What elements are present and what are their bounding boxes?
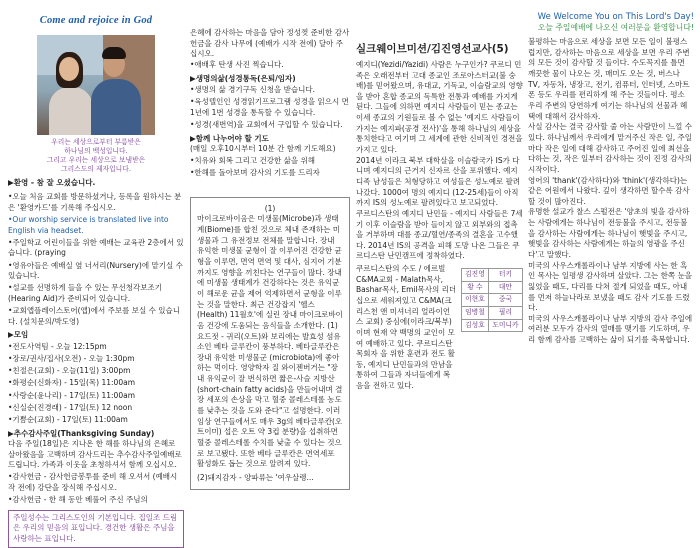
bible-reading-list (190, 85, 350, 131)
essay-paragraph: 미국의 사우스캐롤라이나 남부 지방에 사는 한 흑인 목사는 일평생 감사하며 살았다. 그는 한쪽 눈을 잃었을 때도, 다리를 다쳐 절게 되었을 때도, 아내를 먼저 하늘나라로 보냈을 때도 감사 기도를 드렸다. (528, 260, 692, 313)
header-left-title: Come and rejoice in God (39, 15, 153, 26)
welcome-english: We Welcome You on This Lord's Day! (537, 12, 694, 22)
table-row (462, 307, 523, 320)
essay-paragraph: 사실 감사는 결국 감사할 줄 아는 사람만이 느낄 수 있다. 하나님께서 우리에게 맡겨주신 작은 일, 주일 마다 작은 일에 대해 감사하고 주어진 일에 최선을 다하는 것, 작은 일부터 감사하는 것이 진정 감사의 시작이다. (528, 122, 692, 174)
meeting-item: •신실순(진경래) - 17일(토) 12 noon (8, 402, 133, 412)
caption-line: 그리고 우리는 세상으로 보냄받은 (46, 156, 146, 165)
health-article-box (190, 197, 350, 491)
missionary-country: 대만 (488, 281, 522, 294)
bible-reading-item: •육성텔인인 성경읽기프로그램 성경을 읽으시 면 1년에 1번 성경을 통독할 수 있습니다. (190, 97, 349, 117)
column-programs (190, 0, 350, 490)
mission-paragraph: 2014년 이라크 북부 대학살을 이슬람국가 IS가 다니며 예지디의 근거지 신자르 산을 포위했다. 예지디족 남성들은 처형당하고 여성들은 성노예로 팔려 나갔다. 1000여 명의 예지디 (12-25세)들이 아직까지 IS의 성노예로 팔려있다고 보고되었다. (356, 155, 521, 208)
meeting-item: •사랑순(윤나리) - 17일(토) 11:00am (8, 390, 136, 400)
missionary-country: 중국 (488, 294, 522, 307)
thanksgiving-note: •감사헌금 - 감사헌금봉투를 준비 해 오셔서 (예배시작 전에) 강단을 장식해 주십시오. (8, 472, 178, 492)
prayer-title: ▶함께 나누어야 할 기도 (190, 133, 269, 143)
meeting-item: •기쁨순(교회) - 17일(토) 11:00am (8, 414, 128, 424)
meetings-title: ▶모임 (8, 330, 29, 340)
bible-reading-item: •성경(새번역)을 교회에서 구입할 수 있습니다. (190, 120, 343, 130)
essay-paragraph: 유명한 설교가 찰스 스펄전은 '양초의 빛을 감사하는 사람에게는 하나님이 전등불을 주시고, 전등불을 감사하는 사람에게는 하나님이 햇빛을 주시고, 햇빛을 감사하는 사람에게는 하늘의 영광을 주신다'고 말했다. (528, 207, 690, 259)
meetings-list (8, 342, 184, 425)
table-row (462, 319, 523, 332)
thanksgiving-title: ▶추수감사주일(Thanksgiving Sunday) (8, 428, 155, 438)
prayer-item: •한해를 돌아보며 감사의 기도를 드리자 (190, 168, 320, 178)
note-item: •오늘 처음 교회를 방문하셨거나, 등록을 원하시는 분은 '환영카드'를 기록해 주십시오. (8, 192, 182, 212)
health-article-footer: (2)돼지감자 - 양파류는 '여우살렝... (197, 472, 314, 482)
note-item: •주일학교 어린이들을 위한 예배는 교육관 2층에서 있습니다. (praying (8, 237, 184, 258)
caption-line: 하나님의 백성입니다. (64, 147, 128, 156)
missionary-name: 이현호 (462, 294, 489, 307)
missionary-name: 김성호 (462, 319, 489, 332)
mission-paragraph: 쿠르디스탄의 수도 / 에르빌 C&MA교회 - Malath목사, Bashar목사, Emil목사의 리더십으로 세워져있고 C&MA(크리스천 앤 미셔너리 얼라이언스 교회) 중심에(이라크/북부)이며 현재 약 백명의 교인이 모여 예배하고 있다. 쿠르디스탄 목회자 을 위한 훈련과 전도 활동, 예지디 난민들과의 만남을 통하여 그들과 자녀들에게 복음을 전하고 있다. (356, 264, 457, 391)
missionary-country: 터키 (488, 269, 522, 282)
meeting-item: •친절은(교회) - 오늘(11일) 3:00pm (8, 366, 131, 376)
missionary-country: 필리 (488, 307, 522, 320)
bible-reading-item: •생명의 삶 경기구독 신청을 받습니다. (190, 85, 316, 95)
column-thanksgiving-essay (528, 0, 694, 346)
thanksgiving-body: 다음 주일(18일)은 지나온 한 해를 하나님의 은혜로 살아왔음을 고백하며 감사드리는 추수감사주일예배로 드립니다. 가족과 이웃을 초청하셔서 함께 오십시오. (8, 439, 182, 470)
meeting-item: •화평순(신화자) - 15일(목) 11:00am (8, 378, 136, 388)
mission-bottom (356, 264, 523, 392)
caption-line: 그리스도의 제자입니다. (61, 165, 131, 174)
motto-box: 주일성수는 그리스도인의 기본입니다. 집일조 드림은 우리의 믿음의 표입니다. 경건한 생활은 주님을 사랑하는 표입니다. (8, 510, 184, 548)
header-right (528, 12, 694, 33)
table-row (462, 269, 523, 282)
couple-photo (37, 35, 155, 135)
table-row (462, 281, 523, 294)
thanksgiving-notes (8, 472, 184, 505)
welcome-korean: 오늘 주일예배에 나오신 여러분을 환영합니다! (537, 23, 694, 33)
meeting-item: •전도사역팀 - 오늘 12:15pm (8, 342, 107, 352)
column-mission (356, 0, 523, 392)
mission-paragraph: 예지디(Yezidi/Yazidi) 사람은 누구인가? 쿠르디 민족은 오래전부터 고대 종교인 조로아스터교(불 숭배)를 믿어왔으며, 유대교, 기독교, 이슬람교의 영향을 받아 혼합 종교의 독특한 전통과 예배를 가지게 된다. 그들에 의하면 예지디 사람들이 믿는 종교는 이세 종교의 기원들로 볼 수 없는 '예지드 사람들이 가지는 예지파(공경 전사)'을 통해 하나님의 세상을 통치한다고 여기며 그 세계에 관한 신비적인 경전을 가지고 있다. (356, 59, 523, 155)
missionary-name: 김진영 (462, 269, 489, 282)
caption-line: 우리는 세상으로부터 부름받은 (51, 137, 141, 146)
note-item: •영유아들은 예배실 옆 너서리(Nursery)에 맡기실 수 있습니다. (8, 260, 183, 281)
welcome-notes (8, 192, 184, 327)
prayer-list (190, 156, 350, 179)
meeting-item: •장로/권사/집사(오전) - 오늘 1:30pm (8, 354, 135, 364)
thanksgiving-note: •감사헌금 - 한 해 동안 베풀어 주신 주님의 (8, 494, 148, 504)
missionary-name: 황 수 (462, 281, 489, 294)
prayer-item: •치유와 회복 그리고 건강한 삶을 위해 (190, 156, 316, 166)
missionary-table (461, 268, 523, 332)
note-item: •교회앱플레이스토어(앱)에서 주보를 보실 수 있습니다. (설치문의/박도영) (8, 306, 180, 326)
mission-paragraph: 쿠르디스탄의 예지디 난민들 - 예지디 사람들은 7세기 이후 이슬람을 받아 들이지 않고 외부와의 접촉을 거부하며 대를 종교/혈연/종족의 결혼을 고수했다. 2014년 IS의 공격을 피해 도망 나온 그들은 쿠르디스탄 난민캠프에 정착하였다. (356, 208, 523, 261)
bible-reading-title: ▶생명의삶(성경통독(은퇴/임자) (190, 73, 296, 83)
essay-paragraph: 불평하는 마음으로 세상을 보면 모든 일이 불평스럽지만, 감사하는 마음으로 세상을 보면 우리 주변의 모든 것이 감사할 것 들이다. 수도꼭지를 틀면 깨끗한 물이 나오는 것, 매미도 오는 것, 버스나 TV, 자동차, 냉장고, 전기, 컴퓨터, 인터넷, 스마트폰 등도 우리를 편리하게 해 주는 것들이다. 평소 우리 주변의 당연하게 여기는 하나님의 선물과 혜택에 대해서 감사하자. (528, 37, 690, 121)
missionary-country: 도미니카 (488, 319, 522, 332)
health-article-title: (1) (264, 203, 276, 213)
table-row (462, 294, 523, 307)
missionary-name: 임병철 (462, 307, 489, 320)
essay-paragraph: 미국의 사우스캐롤라이나 남부 지방의 감사 주일에 여러분 모두가 감사의 열매를 맺기를 기도하며, 우리 함께 감사를 고백하는 삶이 되기를 축복합니다. (528, 313, 693, 345)
health-article-body: 마이크로바이옴은 미생물(Microbe)과 생태계(Biome)를 합친 것으로 체내 존재하는 미생물과 그 유전정보 전체를 말합니다. 장내 유익한 미생물 균형이 잘 이루어진 건강한 균형을 이루면, 면역 면역 및 대사, 심지어 기분까지도 영향을 끼친다는 연구들이 많다. 장내에 미생물 생태계가 건강하다는 것은 유익균이 해로운 균을 제어 억제하면서 균형을 이루는 것을 말한다. 최근 건강잡지 '헬스(Health) 11월호'에 실린 장내 마이크로바이옴 건강에 도움되는 음식들을 소개한다. (1)요드젓 - 귀리(오트)와 보리에는 발효성 섬유소인 베타 글루칸이 풍부하다. 베타글루칸은 장내 유익한 미생물군 (microbiota)에 좋아하는 먹이다. 영양학자 질 와이젠버거는 "장내 유익균이 잘 번식하면 짧은-사슬 지방산(short-chain fatty acids)을 만들어내며 결장 세포의 손상을 막고 혈중 콜레스테롤 농도를 낮추는 것을 도와 준다"고 설명한다. 이러 임상 연구들에서도 매우 3g의 베타글루칸(오트이미) 섭은 오트 약 3컵 분량)을 섭취하면 혈중 콜레스테롤 수치를 낮출 수 있다는 것으로 보고됐다. 또한 베타 글루칸은 면역세포 활성화도 돕는 것으로 알려져 있다. (197, 214, 343, 469)
essay-paragraph: 영어의 'thank'(감사하다)와 'think'(생각하다)는 같은 어원에서 나왔다. 깊이 생각하면 할수록 감사할 것이 많아진다. (528, 175, 690, 206)
note-item-english: •Our worship service is translated live into English via headset. (8, 215, 169, 235)
offering-photo-note: •애배후 탄생 사진 찍습니다. (190, 59, 284, 69)
prayer-subtitle: (매일 오후10시부터 10분 간 함께 기도해요) (190, 144, 336, 154)
essay-body (528, 37, 694, 346)
welcome-title: ▶환영 - 참 잘 오셨습니다. (8, 177, 96, 187)
note-item: •설교를 선명하게 들을 수 있는 무선청각보조기(Hearing Aid)가 준비되어 있습니다. (8, 283, 162, 303)
mission-title: 실크웨이브미션/김진영선교사(5) (356, 43, 509, 55)
photo-caption (8, 138, 184, 175)
offering-intro: 은혜에 감사하는 마음을 담아 정성껏 준비한 감사헌금을 감사 나무에 (예배가 시작 전에) 달아 주십시오. (190, 28, 350, 59)
column-announcements (8, 0, 184, 548)
